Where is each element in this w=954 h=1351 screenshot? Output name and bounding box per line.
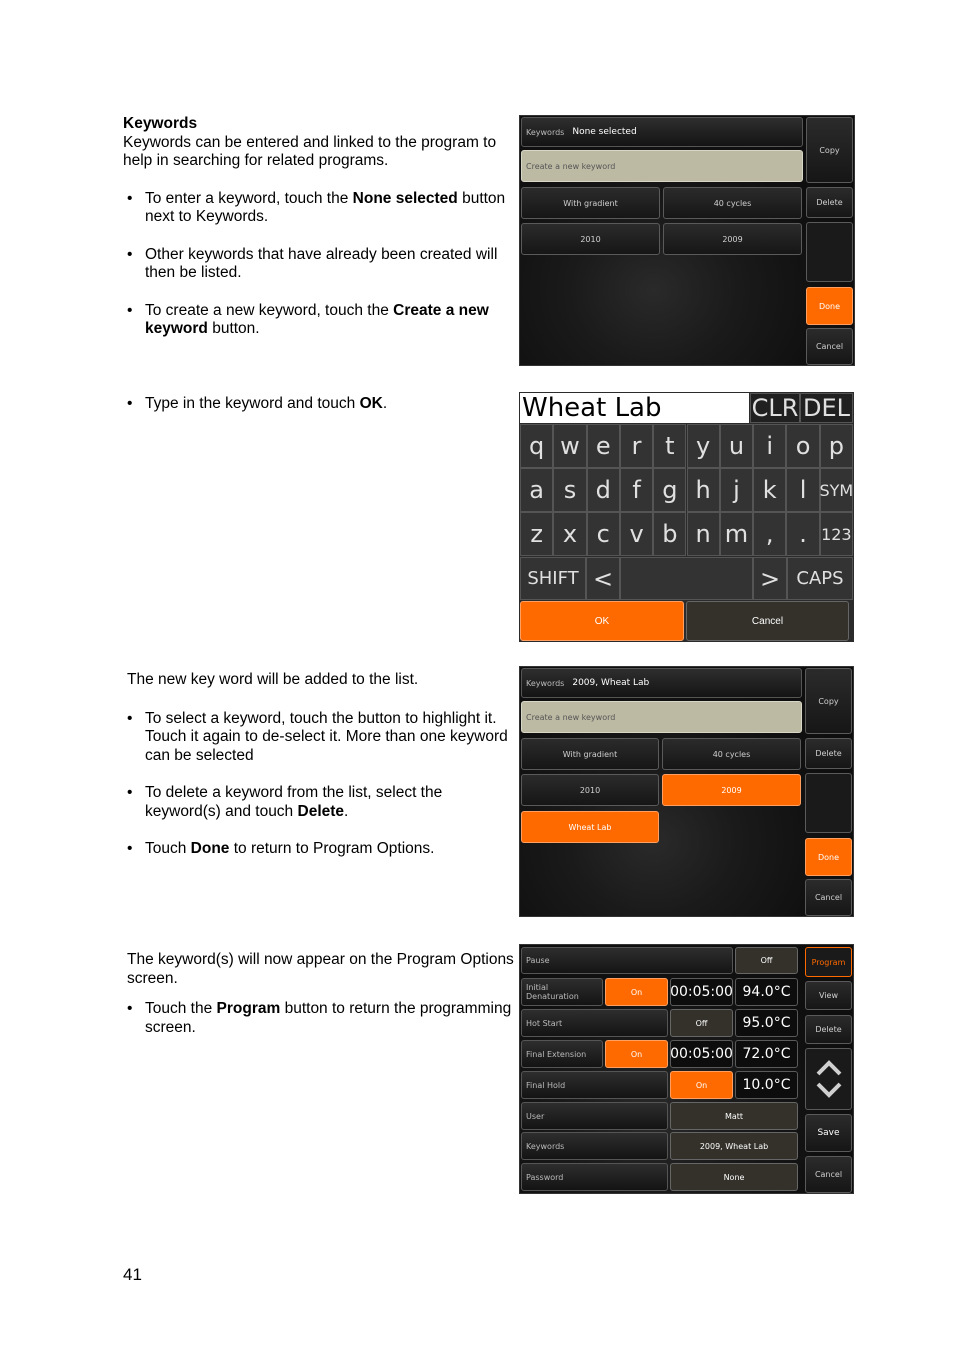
caps-key[interactable]: CAPS [787,557,853,600]
bullet-touch-done: • Touch Done to return to Program Options. [123,840,513,859]
create-keyword-button[interactable]: Create a new keyword [521,701,802,733]
initial-denaturation-temp[interactable]: 94.0°C [735,978,798,1006]
del-key[interactable]: DEL [800,393,853,423]
shift-key[interactable]: SHIFT [520,557,586,600]
key-3-8[interactable]: , [753,512,786,556]
delete-button[interactable]: Delete [806,187,853,218]
section3-text [127,671,517,859]
bullet-existing-keywords: • Other keywords that have already been created will then be listed. [123,246,513,283]
page-number: 41 [123,1265,142,1284]
keyword-with-gradient[interactable]: With gradient [521,738,659,770]
section1-text [123,115,513,339]
user-label: User [521,1102,668,1130]
cursor-right-key[interactable]: > [753,557,787,600]
keyword-40-cycles[interactable]: 40 cycles [662,738,801,770]
key-1-6[interactable]: y [687,424,720,468]
key-1-5[interactable]: t [653,424,686,468]
final-extension-temp[interactable]: 72.0°C [735,1040,798,1068]
program-options-screen [519,944,854,1194]
final-hold-temp[interactable]: 10.0°C [735,1071,798,1099]
section4-text [127,951,517,1037]
key-2-5[interactable]: g [653,468,686,512]
program-button[interactable]: Program [805,947,852,977]
section-intro: The new key word will be added to the list. [127,671,419,688]
keywords-value: 2009, Wheat Lab [572,678,650,688]
password-value[interactable]: None [670,1163,798,1191]
keyword-2010[interactable]: 2010 [521,774,659,806]
key-1-8[interactable]: i [753,424,786,468]
key-3-4[interactable]: v [620,512,653,556]
key-3-9[interactable]: . [786,512,819,556]
key-2-7[interactable]: j [720,468,753,512]
key-2-1[interactable]: a [520,468,553,512]
key-3-3[interactable]: c [587,512,620,556]
space-key[interactable] [620,557,753,600]
keywords-label: Keywords [521,1132,668,1160]
hot-start-temp[interactable]: 95.0°C [735,1009,798,1037]
keyword-wheat-lab-selected[interactable]: Wheat Lab [521,811,659,843]
key-1-3[interactable]: e [587,424,620,468]
keyword-40-cycles[interactable]: 40 cycles [663,187,802,219]
hot-start-label: Hot Start [521,1009,668,1037]
keyword-2009[interactable]: 2009 [663,223,802,255]
copy-button[interactable]: Copy [805,668,852,734]
key-2-2[interactable]: s [553,468,586,512]
done-button[interactable]: Done [805,838,852,876]
keywords-value: None selected [572,127,637,137]
delete-button[interactable]: Delete [805,1015,852,1044]
key-1-10[interactable]: p [820,424,853,468]
empty-side-slot [805,773,852,833]
scroll-control[interactable] [805,1048,852,1110]
keyword-2009-selected[interactable]: 2009 [662,774,801,806]
key-3-7[interactable]: m [720,512,753,556]
chevron-up-icon[interactable] [814,1057,844,1079]
hot-start-toggle[interactable]: Off [670,1009,733,1037]
clr-key[interactable]: CLR [751,394,799,422]
key-2-9[interactable]: l [786,468,819,512]
key-1-4[interactable]: r [620,424,653,468]
bullet-touch-program: • Touch the Program button to return the programming screen. [123,1000,513,1037]
bullet-create-keyword: • To create a new keyword, touch the Create a new keyword button. [123,302,513,339]
view-button[interactable]: View [805,981,852,1010]
key-1-1[interactable]: q [520,424,553,468]
cancel-button[interactable]: Cancel [806,328,853,365]
key-2-6[interactable]: h [687,468,720,512]
cancel-button[interactable]: Cancel [686,601,849,641]
keyword-2010[interactable]: 2010 [521,223,660,255]
initial-denaturation-toggle[interactable]: On [605,978,668,1006]
keywords-selector[interactable] [521,117,803,147]
pause-toggle[interactable]: Off [735,947,798,974]
password-label: Password [521,1163,668,1191]
cancel-button[interactable]: Cancel [805,1156,852,1193]
section-intro: Keywords can be entered and linked to the program to help in searching for related programs. [123,133,497,169]
cancel-button[interactable]: Cancel [805,879,852,916]
key-1-9[interactable]: o [786,424,819,468]
done-button[interactable]: Done [806,287,853,325]
initial-denaturation-time[interactable]: 00:05:00 [670,978,733,1006]
keywords-value[interactable]: 2009, Wheat Lab [670,1132,798,1160]
keywords-screen-2 [519,666,854,917]
key-2-3[interactable]: d [587,468,620,512]
user-value[interactable]: Matt [670,1102,798,1130]
final-extension-time[interactable]: 00:05:00 [670,1040,733,1068]
keyboard-screen [519,392,854,642]
keywords-label: Keywords [526,678,565,688]
initial-denaturation-label: Initial Denaturation [521,978,603,1006]
final-extension-toggle[interactable]: On [605,1040,668,1068]
keywords-label: Keywords [526,127,565,137]
bullet-select-keyword: • To select a keyword, touch the button to highlight it. Touch it again to de-select it. More than one keyword can be selected [123,710,513,766]
keyword-entry-field[interactable]: Wheat Lab [520,393,749,423]
chevron-down-icon[interactable] [814,1079,844,1101]
final-hold-toggle[interactable]: On [670,1071,733,1099]
final-extension-label: Final Extension [521,1040,603,1068]
create-keyword-button[interactable]: Create a new keyword [521,150,803,182]
key-3-5[interactable]: b [653,512,686,556]
keywords-selector[interactable] [521,668,802,698]
save-button[interactable]: Save [805,1114,852,1152]
key-2-4[interactable]: f [620,468,653,512]
section2-text [123,395,513,414]
final-hold-label: Final Hold [521,1071,668,1099]
bullet-delete-keyword: • To delete a keyword from the list, select the keyword(s) and touch Delete. [123,784,513,821]
key-3-10[interactable]: 123 [820,512,853,556]
key-1-2[interactable]: w [553,424,586,468]
bullet-enter-keyword: • To enter a keyword, touch the None selected button next to Keywords. [123,190,513,227]
key-1-7[interactable]: u [720,424,753,468]
delete-button[interactable]: Delete [805,738,852,769]
empty-side-slot [806,222,853,282]
key-2-10[interactable]: SYM [820,468,853,512]
section-heading: Keywords [123,115,198,132]
copy-button[interactable]: Copy [806,117,853,183]
ok-button[interactable]: OK [520,601,684,641]
key-3-1[interactable]: z [520,512,553,556]
section-intro: The keyword(s) will now appear on the Program Options screen. [127,951,514,987]
cursor-left-key[interactable]: < [586,557,620,600]
bullet-type-keyword: • Type in the keyword and touch OK. [123,395,513,414]
key-3-2[interactable]: x [553,512,586,556]
keywords-screen-1 [519,115,855,366]
key-2-8[interactable]: k [753,468,786,512]
key-3-6[interactable]: n [687,512,720,556]
keyword-with-gradient[interactable]: With gradient [521,187,660,219]
pause-label: Pause [521,947,733,974]
